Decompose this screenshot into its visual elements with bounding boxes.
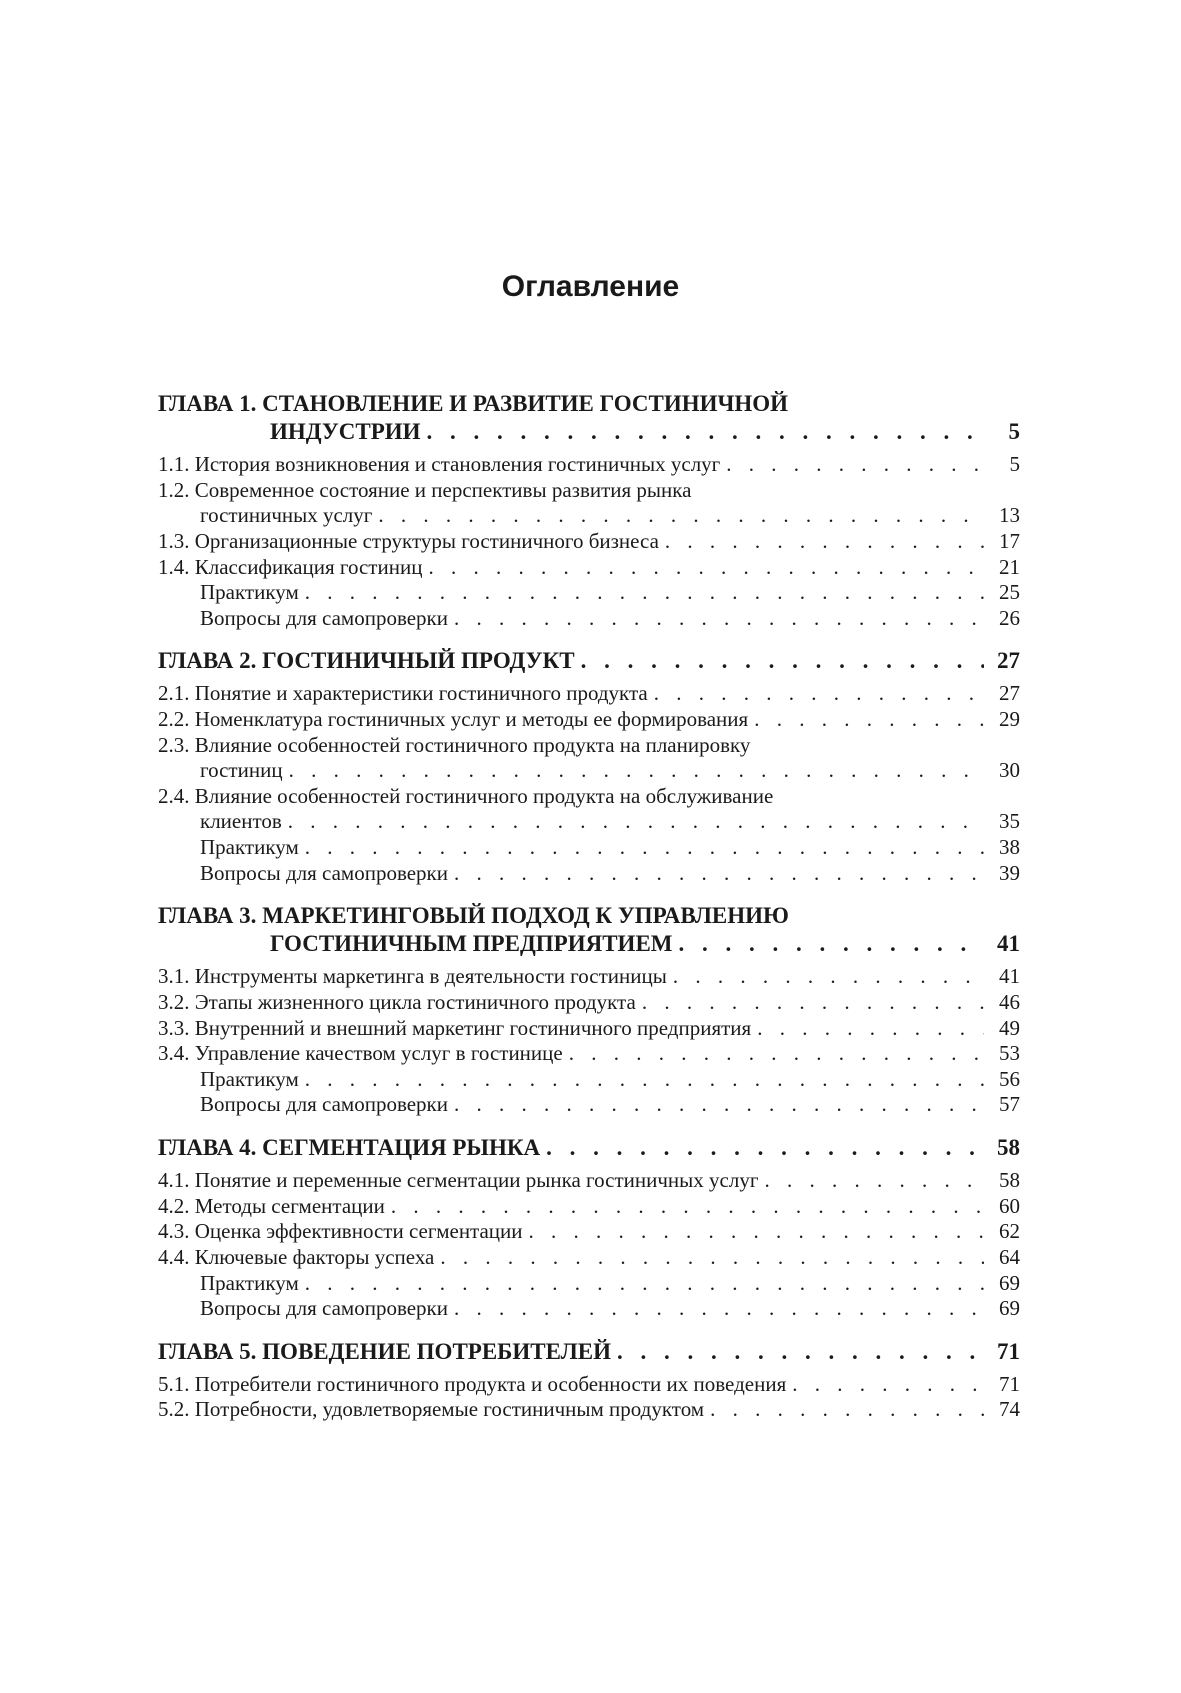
toc-entry-title: 3.2. Этапы жизненного цикла гостиничного продукта xyxy=(158,989,636,1014)
toc-page-number: 38 xyxy=(999,835,1020,860)
toc-page-number: 25 xyxy=(999,580,1020,605)
toc-entry-title: 2.4. Влияние особенностей гостиничного продукта на обслуживание xyxy=(158,783,774,808)
toc-line xyxy=(158,1134,1020,1162)
toc-entry[interactable] xyxy=(158,1194,1020,1220)
toc-chapter[interactable] xyxy=(158,390,1020,446)
toc-chapter[interactable] xyxy=(158,647,1020,675)
toc-entry-title: ГЛАВА 4. СЕГМЕНТАЦИЯ РЫНКА xyxy=(158,1135,541,1161)
toc-chapter[interactable] xyxy=(158,902,1020,958)
dot-leader xyxy=(378,503,984,529)
dot-leader xyxy=(673,964,984,990)
toc-page-number: 74 xyxy=(999,1397,1020,1422)
toc-entry-title: 5.1. Потребители гостиничного продукта и особенности их поведения xyxy=(158,1371,787,1396)
toc-line xyxy=(158,1092,1020,1118)
page-title: Оглавление xyxy=(501,270,680,303)
toc-entry[interactable] xyxy=(158,990,1020,1016)
dot-leader xyxy=(654,681,984,707)
dot-leader xyxy=(679,930,985,958)
toc-page-number: 71 xyxy=(999,1371,1020,1396)
toc-entry[interactable] xyxy=(158,1168,1020,1194)
dot-leader xyxy=(710,1397,984,1423)
toc-page-number: 41 xyxy=(999,964,1020,989)
toc-line xyxy=(158,1296,1020,1322)
toc-line xyxy=(158,1397,1020,1423)
toc-line xyxy=(158,990,1020,1016)
toc-entry[interactable] xyxy=(158,1041,1020,1067)
toc-entry[interactable] xyxy=(158,580,1020,606)
toc-entry[interactable] xyxy=(158,1397,1020,1423)
toc-entry-title: ГЛАВА 2. ГОСТИНИЧНЫЙ ПРОДУКТ xyxy=(158,648,575,674)
toc-entry[interactable] xyxy=(158,733,1020,784)
toc-line xyxy=(158,930,1020,958)
toc-entry-title: гостиничных услуг xyxy=(200,503,373,528)
toc-entry[interactable] xyxy=(158,861,1020,887)
toc-entry[interactable] xyxy=(158,478,1020,529)
toc-entry-title: 4.4. Ключевые факторы успеха xyxy=(158,1244,435,1269)
toc-entry-title: 2.1. Понятие и характеристики гостиничного продукта xyxy=(158,681,648,706)
table-of-contents xyxy=(158,390,1020,1423)
toc-line xyxy=(158,1041,1020,1067)
dot-leader xyxy=(454,1092,984,1118)
dot-leader xyxy=(305,1271,984,1297)
toc-page-number: 30 xyxy=(999,758,1020,783)
dot-leader xyxy=(581,647,984,675)
toc-entry-title: 1.1. История возникновения и становления гостиничных услуг xyxy=(158,452,721,477)
toc-line xyxy=(158,784,1020,810)
toc-line xyxy=(158,452,1020,478)
toc-page-number: 5 xyxy=(1009,452,1020,477)
dot-leader xyxy=(757,1016,984,1042)
dot-leader xyxy=(428,555,984,581)
toc-entry-title: 1.4. Классификация гостиниц xyxy=(158,554,423,579)
toc-entry-title: Практикум xyxy=(200,835,299,860)
toc-entry[interactable] xyxy=(158,1219,1020,1245)
toc-line xyxy=(158,503,1020,529)
toc-entry[interactable] xyxy=(158,1016,1020,1042)
toc-line xyxy=(158,1338,1020,1366)
toc-page-number: 60 xyxy=(999,1193,1020,1218)
toc-entry-title: клиентов xyxy=(200,809,282,834)
toc-entry[interactable] xyxy=(158,606,1020,632)
dot-leader xyxy=(305,1067,984,1093)
toc-entry[interactable] xyxy=(158,1245,1020,1271)
toc-page-number: 46 xyxy=(999,989,1020,1014)
toc-page-number: 17 xyxy=(999,528,1020,553)
toc-entry-title: 4.2. Методы сегментации xyxy=(158,1193,385,1218)
toc-entry[interactable] xyxy=(158,964,1020,990)
toc-entry-title: ГЛАВА 5. ПОВЕДЕНИЕ ПОТРЕБИТЕЛЕЙ xyxy=(158,1338,612,1364)
toc-line xyxy=(158,1372,1020,1398)
toc-page-number: 58 xyxy=(997,1135,1020,1161)
toc-chapter[interactable] xyxy=(158,1134,1020,1162)
dot-leader xyxy=(642,990,984,1016)
toc-line xyxy=(158,681,1020,707)
toc-entry-title: ИНДУСТРИИ xyxy=(270,419,421,445)
dot-leader xyxy=(454,861,984,887)
toc-entry[interactable] xyxy=(158,681,1020,707)
toc-line xyxy=(158,606,1020,632)
dot-leader xyxy=(427,418,984,446)
toc-entry[interactable] xyxy=(158,555,1020,581)
toc-line xyxy=(158,1168,1020,1194)
toc-line xyxy=(158,902,1020,930)
toc-page-number: 62 xyxy=(999,1219,1020,1244)
toc-page-number: 27 xyxy=(997,648,1020,674)
dot-leader xyxy=(305,580,984,606)
toc-entry-title: 2.2. Номенклатура гостиничных услуг и методы ее формирования xyxy=(158,707,749,732)
toc-entry-title: 4.3. Оценка эффективности сегментации xyxy=(158,1219,523,1244)
toc-entry-title: 2.3. Влияние особенностей гостиничного продукта на планировку xyxy=(158,732,751,757)
toc-entry[interactable] xyxy=(158,1271,1020,1297)
toc-page-number: 58 xyxy=(999,1168,1020,1193)
toc-line xyxy=(158,758,1020,784)
dot-leader xyxy=(305,835,984,861)
toc-entry[interactable] xyxy=(158,784,1020,835)
toc-page-number: 35 xyxy=(999,809,1020,834)
dot-leader xyxy=(546,1134,984,1162)
toc-line xyxy=(158,418,1020,446)
toc-page-number: 27 xyxy=(999,681,1020,706)
toc-line xyxy=(158,478,1020,504)
toc-entry-title: 3.3. Внутренний и внешний маркетинг гостиничного предприятия xyxy=(158,1015,752,1040)
toc-page-number: 56 xyxy=(999,1066,1020,1091)
toc-line xyxy=(158,809,1020,835)
toc-line xyxy=(158,1245,1020,1271)
toc-entry-title: 3.1. Инструменты маркетинга в деятельности гостиницы xyxy=(158,964,667,989)
dot-leader xyxy=(726,452,984,478)
dot-leader xyxy=(289,758,984,784)
toc-entry-title: 1.2. Современное состояние и перспективы развития рынка xyxy=(158,477,692,502)
dot-leader xyxy=(764,1168,984,1194)
toc-line xyxy=(158,390,1020,418)
toc-page-number: 71 xyxy=(997,1338,1020,1364)
toc-line xyxy=(158,647,1020,675)
dot-leader xyxy=(665,529,984,555)
toc-page-number: 29 xyxy=(999,707,1020,732)
dot-leader xyxy=(617,1338,984,1366)
toc-line xyxy=(158,555,1020,581)
toc-page-number: 13 xyxy=(999,503,1020,528)
toc-entry-title: Вопросы для самопроверки xyxy=(200,1296,449,1321)
dot-leader xyxy=(391,1194,984,1220)
toc-page-number: 49 xyxy=(999,1015,1020,1040)
toc-line xyxy=(158,861,1020,887)
toc-entry-title: Практикум xyxy=(200,1270,299,1295)
toc-line xyxy=(158,964,1020,990)
toc-chapter[interactable] xyxy=(158,1338,1020,1366)
toc-line xyxy=(158,1194,1020,1220)
toc-entry-title: Вопросы для самопроверки xyxy=(200,1092,449,1117)
toc-line xyxy=(158,733,1020,759)
toc-entry-title: Практикум xyxy=(200,1066,299,1091)
toc-line xyxy=(158,1016,1020,1042)
toc-page-number: 26 xyxy=(999,605,1020,630)
toc-page-number: 39 xyxy=(999,860,1020,885)
toc-page-number: 21 xyxy=(999,554,1020,579)
dot-leader xyxy=(754,707,984,733)
toc-page-number: 69 xyxy=(999,1270,1020,1295)
toc-page-number: 57 xyxy=(999,1092,1020,1117)
toc-line xyxy=(158,580,1020,606)
toc-page-number: 64 xyxy=(999,1244,1020,1269)
toc-entry[interactable] xyxy=(158,1296,1020,1322)
toc-entry-title: 4.1. Понятие и переменные сегментации рынка гостиничных услуг xyxy=(158,1168,759,1193)
toc-line xyxy=(158,835,1020,861)
toc-entry[interactable] xyxy=(158,1067,1020,1093)
dot-leader xyxy=(792,1372,984,1398)
dot-leader xyxy=(288,809,984,835)
toc-entry-title: ГОСТИНИЧНЫМ ПРЕДПРИЯТИЕМ xyxy=(270,931,673,957)
toc-entry-title: Практикум xyxy=(200,580,299,605)
dot-leader xyxy=(454,606,984,632)
toc-page-number: 5 xyxy=(1008,419,1020,445)
toc-entry-title: Вопросы для самопроверки xyxy=(200,605,449,630)
toc-line xyxy=(158,1067,1020,1093)
toc-line xyxy=(158,529,1020,555)
toc-page-number: 41 xyxy=(997,931,1020,957)
toc-entry-title: ГЛАВА 1. СТАНОВЛЕНИЕ И РАЗВИТИЕ ГОСТИНИЧНОЙ xyxy=(158,391,789,416)
toc-entry-title: ГЛАВА 3. МАРКЕТИНГОВЫЙ ПОДХОД К УПРАВЛЕНИЮ xyxy=(158,903,789,929)
toc-page-number: 53 xyxy=(999,1041,1020,1066)
toc-entry[interactable] xyxy=(158,707,1020,733)
toc-entry[interactable] xyxy=(158,1092,1020,1118)
dot-leader xyxy=(454,1296,984,1322)
toc-line xyxy=(158,1271,1020,1297)
toc-line xyxy=(158,1219,1020,1245)
toc-entry[interactable] xyxy=(158,452,1020,478)
toc-entry[interactable] xyxy=(158,529,1020,555)
dot-leader xyxy=(529,1219,984,1245)
toc-entry[interactable] xyxy=(158,1372,1020,1398)
dot-leader xyxy=(440,1245,984,1271)
toc-entry-title: 3.4. Управление качеством услуг в гостинице xyxy=(158,1041,563,1066)
dot-leader xyxy=(569,1041,984,1067)
toc-entry[interactable] xyxy=(158,835,1020,861)
toc-entry-title: 1.3. Организационные структуры гостиничного бизнеса xyxy=(158,528,659,553)
toc-entry-title: Вопросы для самопроверки xyxy=(200,860,449,885)
toc-entry-title: гостиниц xyxy=(200,758,283,783)
toc-entry-title: 5.2. Потребности, удовлетворяемые гостиничным продуктом xyxy=(158,1397,705,1422)
toc-page-number: 69 xyxy=(999,1296,1020,1321)
toc-line xyxy=(158,707,1020,733)
